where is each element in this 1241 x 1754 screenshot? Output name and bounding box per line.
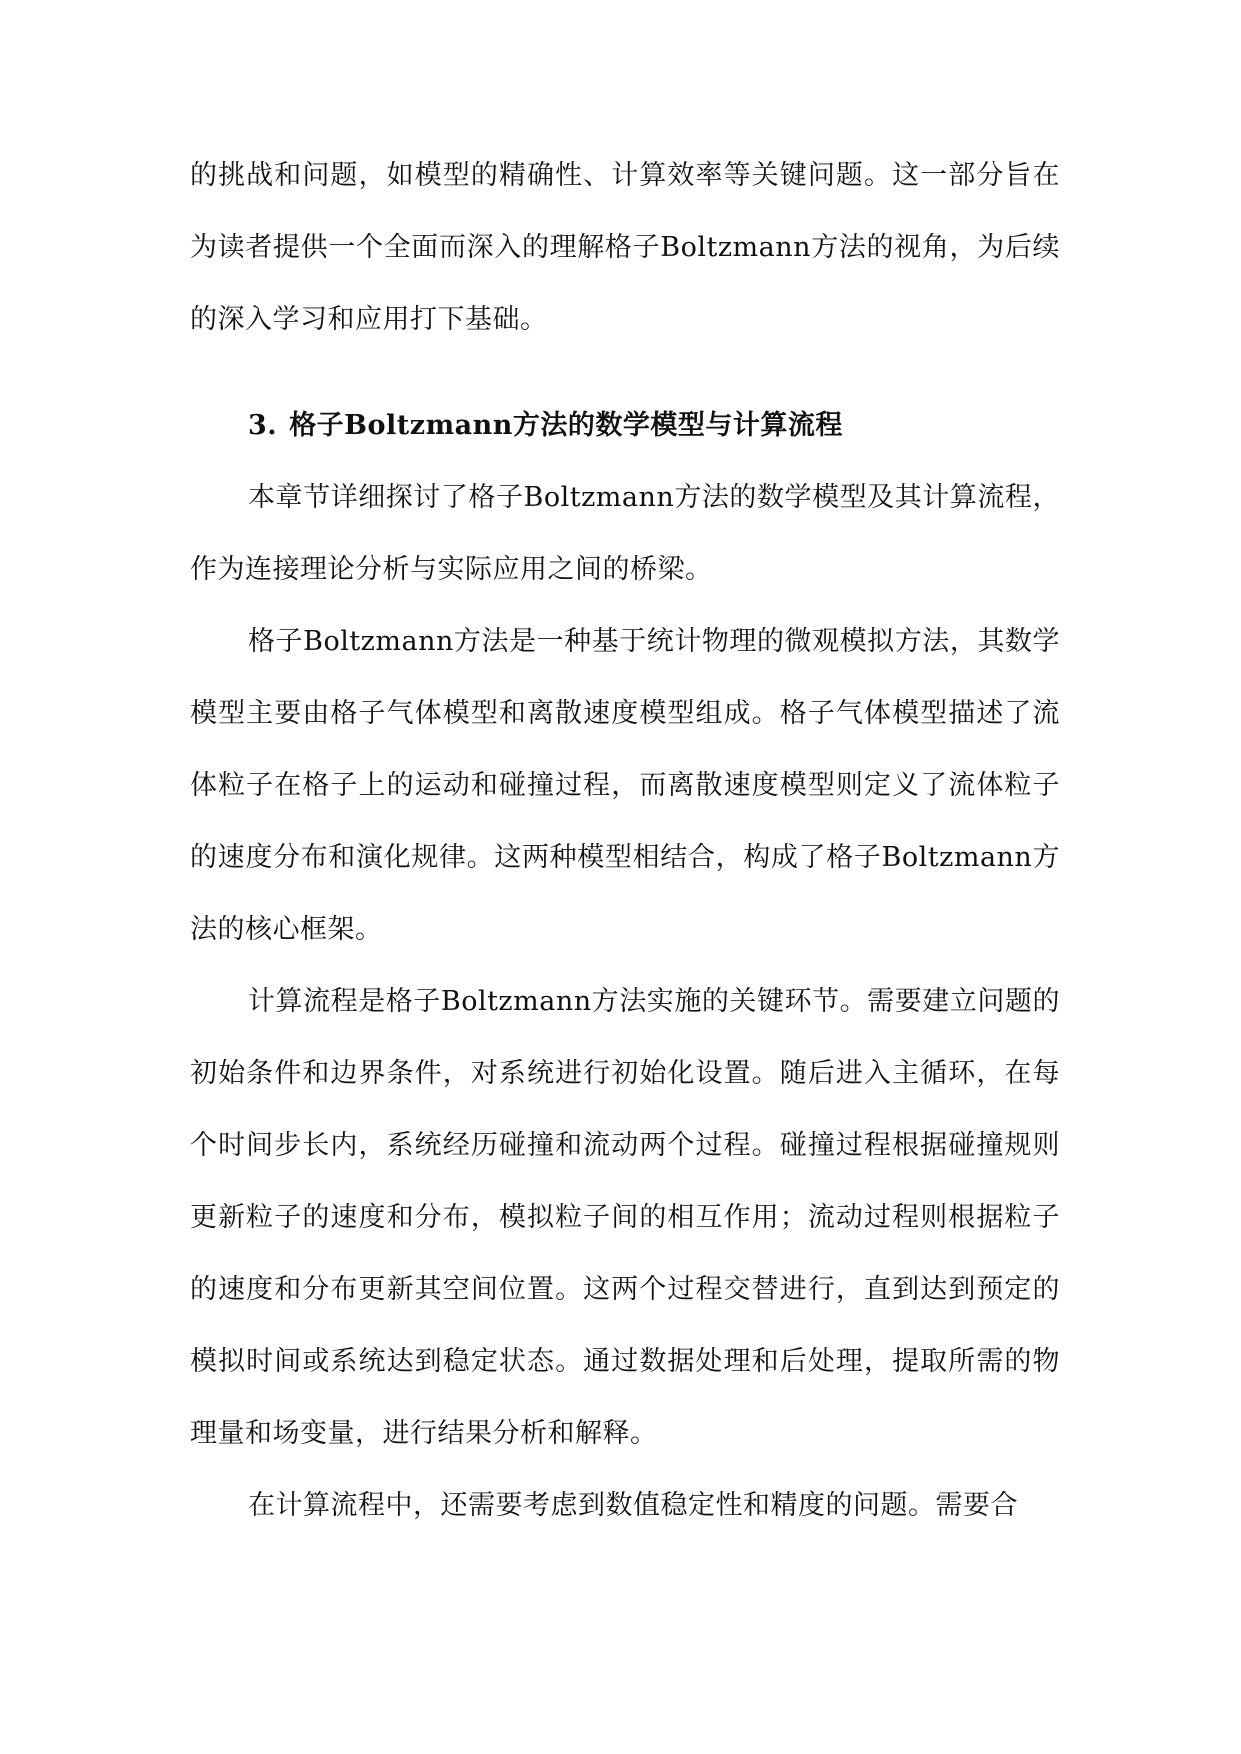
paragraph-computation-flow: 计算流程是格子Boltzmann方法实施的关键环节。需要建立问题的初始条件和边界条件，对系统进行初始化设置。随后进入主循环，在每个时间步长内，系统经历碰撞和流动两个过程。碰撞过程根据碰撞规则更新粒子的速度和分布，模拟粒子间的相互作用；流动过程则根据粒子的速度和分布更新其空间位置。这两个过程交替进行，直到达到预定的模拟时间或系统达到稳定状态。通过数据处理和后处理，提取所需的物理量和场变量，进行结果分析和解释。: [190, 986, 1060, 1449]
paragraph-math-model: 格子Boltzmann方法是一种基于统计物理的微观模拟方法，其数学模型主要由格子气体模型和离散速度模型组成。格子气体模型描述了流体粒子在格子上的运动和碰撞过程，而离散速度模型则定义了流体粒子的速度分布和演化规律。这两种模型相结合，构成了格子Boltzmann方法的核心框架。: [190, 626, 1060, 945]
paragraph-stability: 在计算流程中，还需要考虑到数值稳定性和精度的问题。需要合: [248, 1490, 1018, 1521]
document-page: [190, 140, 1060, 1542]
section-heading: [190, 390, 1060, 462]
paragraph-overview: 本章节详细探讨了格子Boltzmann方法的数学模型及其计算流程，作为连接理论分析与实际应用之间的桥梁。: [190, 482, 1060, 585]
paragraph-intro-continuation: 的挑战和问题，如模型的精确性、计算效率等关键问题。这一部分旨在为读者提供一个全面而深入的理解格子Boltzmann方法的视角，为后续的深入学习和应用打下基础。: [190, 160, 1060, 335]
section-number: 3.: [248, 410, 278, 441]
section-title: 格子Boltzmann方法的数学模型与计算流程: [289, 410, 843, 441]
